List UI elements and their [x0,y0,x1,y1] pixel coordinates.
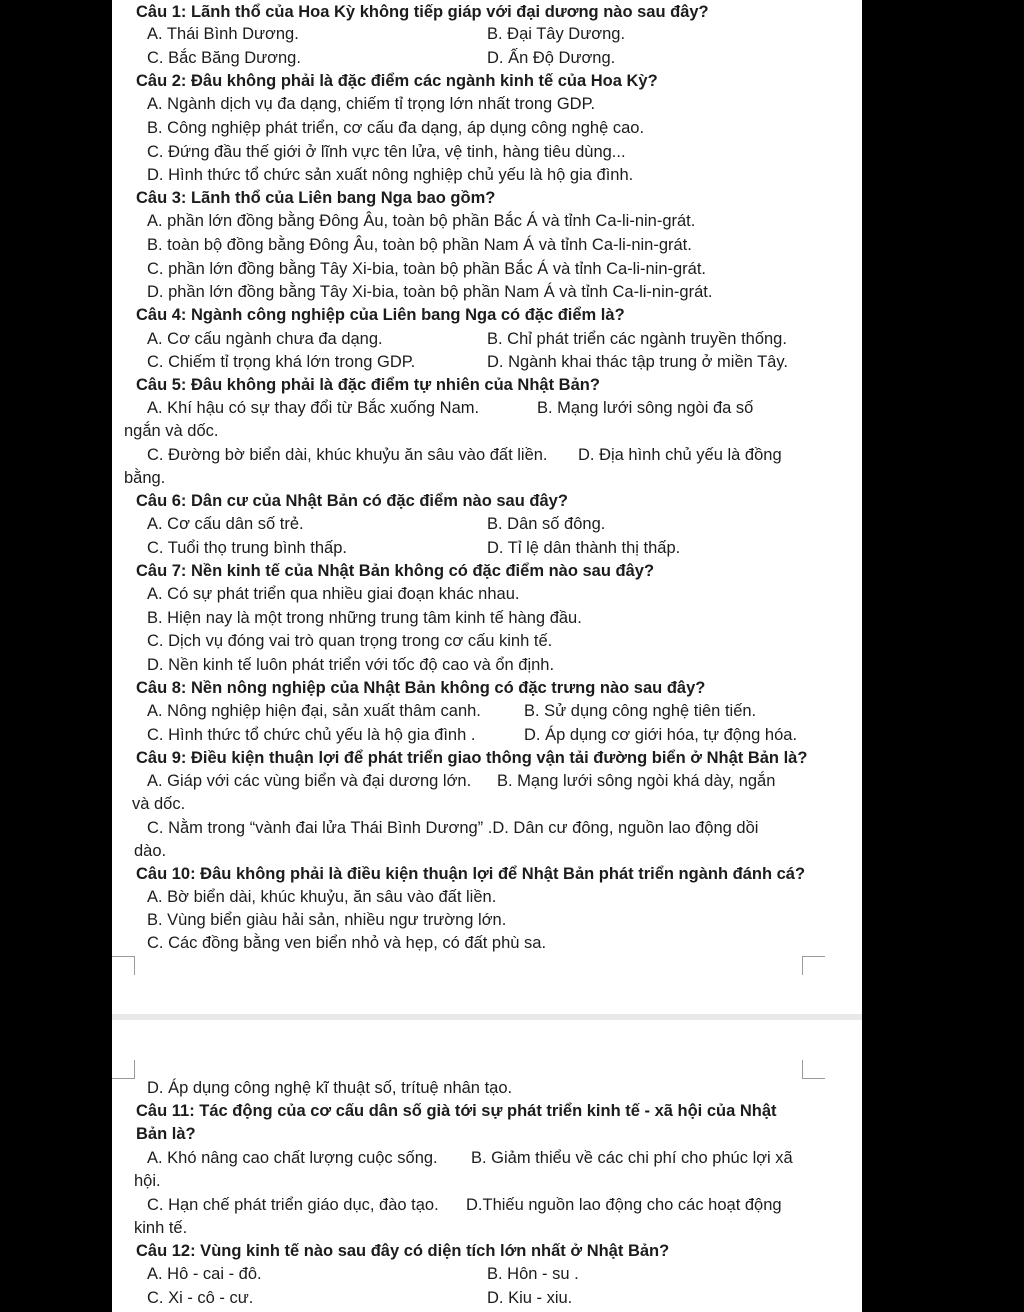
question-text: Bản là? [136,1125,196,1143]
answer-option: D. phần lớn đồng bằng Tây Xi-bia, toàn bộ phần Nam Á và tỉnh Ca-li-nin-grát. [147,283,713,301]
answer-option: C. Đường bờ biển dài, khúc khuỷu ăn sâu vào đất liền. [147,446,548,464]
question-text: Câu 6: Dân cư của Nhật Bản có đặc điểm nào sau đây? [136,492,568,510]
question-text: Câu 1: Lãnh thổ của Hoa Kỳ không tiếp giáp với đại dương nào sau đây? [136,3,709,21]
answer-option: dào. [134,842,167,860]
answer-option: A. Khó nâng cao chất lượng cuộc sống. [147,1149,438,1167]
answer-option: và dốc. [132,795,186,813]
answer-option: D.Thiếu nguồn lao động cho các hoạt động [466,1196,782,1214]
question-text: Câu 7: Nền kinh tế của Nhật Bản không có đặc điểm nào sau đây? [136,562,655,580]
answer-option: A. Bờ biển dài, khúc khuỷu, ăn sâu vào đất liền. [147,888,497,906]
answer-option: B. Dân số đông. [487,515,606,533]
question-text: Câu 2: Đâu không phải là đặc điểm các ngành kinh tế của Hoa Kỳ? [136,72,658,90]
answer-option: A. Nông nghiệp hiện đại, sản xuất thâm canh. [147,702,481,720]
answer-option: B. toàn bộ đồng bằng Đông Âu, toàn bộ phần Nam Á và tỉnh Ca-li-nin-grát. [147,236,692,254]
question-text: Câu 12: Vùng kinh tế nào sau đây có diện tích lớn nhất ở Nhật Bản? [136,1242,670,1260]
document-page-2 [112,1020,862,1312]
answer-option: C. Dịch vụ đóng vai trò quan trọng trong cơ cấu kinh tế. [147,632,553,650]
question-text: Câu 11: Tác động của cơ cấu dân số già tới sự phát triển kinh tế - xã hội của Nhật [136,1102,777,1120]
answer-option: D. Kiu - xiu. [487,1289,573,1307]
question-text: Câu 10: Đâu không phải là điều kiện thuận lợi để Nhật Bản phát triển ngành đánh cá? [136,865,806,883]
answer-option: B. Đại Tây Dương. [487,25,626,43]
question-text: Câu 4: Ngành công nghiệp của Liên bang Nga có đặc điểm là? [136,306,625,324]
answer-option: B. Hiện nay là một trong những trung tâm kinh tế hàng đầu. [147,609,582,627]
answer-option: A. Hô - cai - đô. [147,1265,262,1283]
answer-option: D. Ấn Độ Dương. [487,49,616,67]
answer-option: B. Mạng lưới sông ngòi khá dày, ngắn [497,772,776,790]
question-text: Câu 9: Điều kiện thuận lợi để phát triển giao thông vận tải đường biển ở Nhật Bản là? [136,749,808,767]
crop-mark [802,956,825,975]
answer-option: C. Bắc Băng Dương. [147,49,301,67]
answer-option: kinh tế. [134,1219,188,1237]
answer-option: A. Giáp với các vùng biển và đại dương lớn. [147,772,472,790]
answer-option: B. Giảm thiểu về các chi phí cho phúc lợi xã [471,1149,793,1167]
answer-option: C. Xi - cô - cư. [147,1289,254,1307]
answer-option: A. Thái Bình Dương. [147,25,299,43]
answer-option: C. phần lớn đồng bằng Tây Xi-bia, toàn bộ phần Bắc Á và tỉnh Ca-li-nin-grát. [147,260,707,278]
answer-option: A. Có sự phát triển qua nhiều giai đoạn khác nhau. [147,585,520,603]
answer-option: B. Công nghiệp phát triển, cơ cấu đa dạng, áp dụng công nghệ cao. [147,119,645,137]
answer-option: C. Tuổi thọ trung bình thấp. [147,539,347,557]
answer-option: C. Nằm trong “vành đai lửa Thái Bình Dương” .D. Dân cư đông, nguồn lao động dồi [147,819,759,837]
crop-mark [112,1060,135,1079]
answer-option: C. Chiếm tỉ trọng khá lớn trong GDP. [147,353,416,371]
answer-option: A. Cơ cấu ngành chưa đa dạng. [147,330,383,348]
answer-option: C. Đứng đầu thế giới ở lĩnh vực tên lửa, vệ tinh, hàng tiêu dùng... [147,143,626,161]
answer-option: B. Mạng lưới sông ngòi đa số [537,399,754,417]
answer-option: D. Hình thức tổ chức sản xuất nông nghiệp chủ yếu là hộ gia đình. [147,166,634,184]
answer-option: D. Ngành khai thác tập trung ở miền Tây. [487,353,788,371]
answer-option: C. Các đồng bằng ven biển nhỏ và hẹp, có đất phù sa. [147,934,547,952]
answer-option: D. Nền kinh tế luôn phát triển với tốc độ cao và ổn định. [147,656,555,674]
answer-option: D. Áp dụng công nghệ kĩ thuật số, trítuệ nhân tạo. [147,1079,513,1097]
answer-option: D. Tỉ lệ dân thành thị thấp. [487,539,681,557]
answer-option: hội. [134,1172,161,1190]
answer-option: B. Hôn - su . [487,1265,579,1283]
answer-option: B. Chỉ phát triển các ngành truyền thống. [487,330,787,348]
crop-mark [112,956,135,975]
answer-option: B. Sử dụng công nghệ tiên tiến. [524,702,757,720]
answer-option: A. Khí hậu có sự thay đổi từ Bắc xuống Nam. [147,399,480,417]
document-page-1 [112,0,862,1014]
question-text: Câu 3: Lãnh thổ của Liên bang Nga bao gồm? [136,189,496,207]
answer-option: A. Cơ cấu dân số trẻ. [147,515,304,533]
answer-option: D. Áp dụng cơ giới hóa, tự động hóa. [524,726,798,744]
answer-option: bằng. [124,469,166,487]
question-text: Câu 8: Nền nông nghiệp của Nhật Bản không có đặc trưng nào sau đây? [136,679,706,697]
answer-option: B. Vùng biển giàu hải sản, nhiều ngư trường lớn. [147,911,507,929]
crop-mark [802,1060,825,1079]
answer-option: A. phần lớn đồng bằng Đông Âu, toàn bộ phần Bắc Á và tỉnh Ca-li-nin-grát. [147,212,696,230]
question-text: Câu 5: Đâu không phải là đặc điểm tự nhiên của Nhật Bản? [136,376,600,394]
answer-option: C. Hình thức tổ chức chủ yếu là hộ gia đình . [147,726,476,744]
answer-option: A. Ngành dịch vụ đa dạng, chiếm tỉ trọng lớn nhất trong GDP. [147,95,596,113]
answer-option: C. Hạn chế phát triển giáo dục, đào tạo. [147,1196,439,1214]
answer-option: ngắn và dốc. [124,422,219,440]
answer-option: D. Địa hình chủ yếu là đồng [578,446,782,464]
